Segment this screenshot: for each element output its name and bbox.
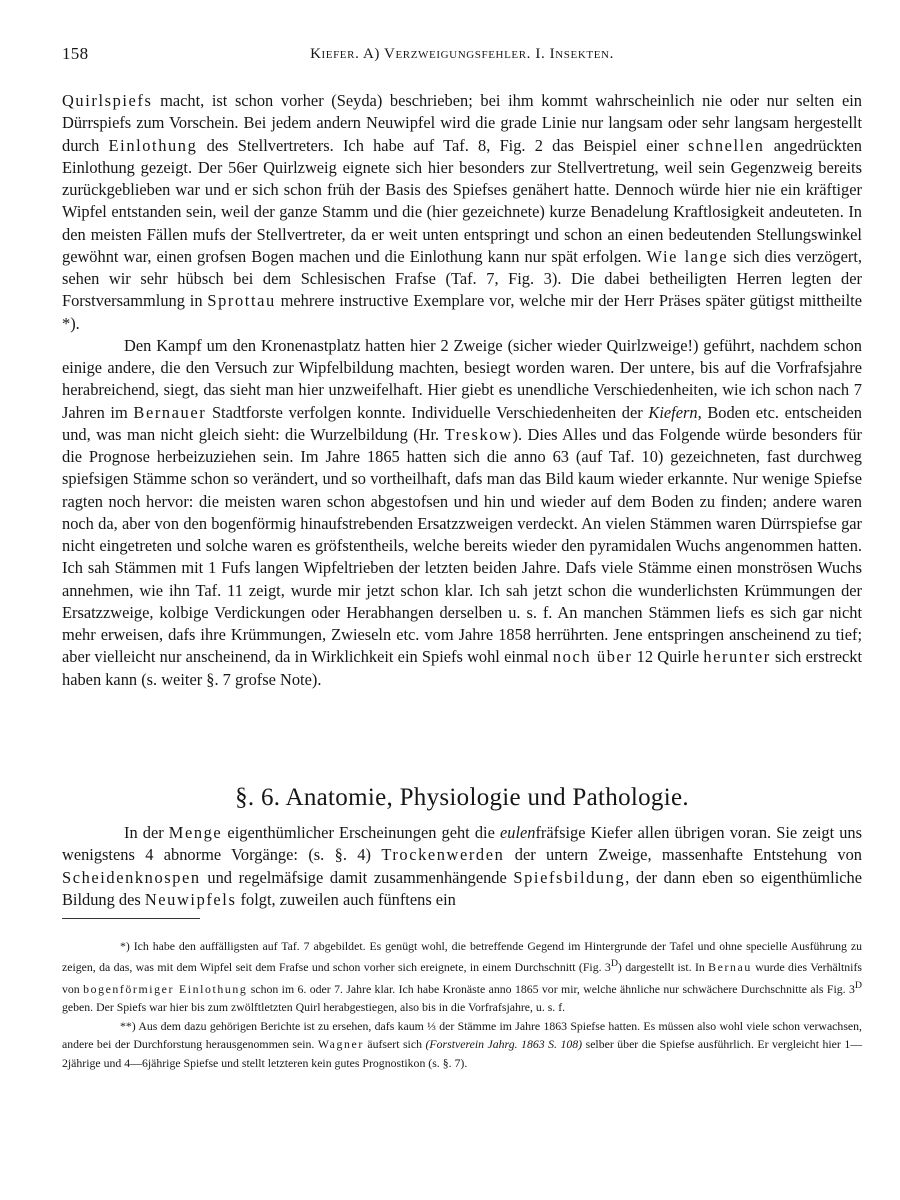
text-run: wurde dies Verhältnifs von — [62, 960, 862, 996]
page-number: 158 — [62, 44, 89, 63]
superscript: D — [610, 958, 618, 970]
text-run: ). Dies Alles und das Folgende würde besonders für die Prognose herbeizuziehen sein. Im Jahre 1865 hatten sich die anno 63 (auf Taf. 10) gezeichneten, fast durchweg spiefsigen Stämme schon so verändert, und so vortheilhaft, dafs man das Bild kaum wieder erkannte. Nur wenige Spiefse ragten noch hervor: die meisten waren schon abgestofsen und hin und wieder auf dem Boden zu finden; andere waren noch da, aber von den bogenförmig hinaufstrebenden Ersatzzweigen verdeckt. An vielen Stämmen waren Dürrspiefse gar nicht eingetreten und solche waren es gröfstentheils, welche bereits wieder den pyramidalen Wuchs angenommen hatten. Ich sah Stämmen mit 1 Fufs langen Wipfeltrieben der letzten beiden Jahre. Dafs viele Stämme einen monströsen Wuchs annehmen, wie ihn Taf. 11 zeigt, wurde mir jetzt schon klar. Ich sah jetzt schon die wunderlichsten Krümmungen der Ersatzzweige, kolbige Verdickungen oder Herabhangen derselben u. s. f. An manchen Stämmen liefs es sich gar nicht mehr erweisen, dafs ihre Krümmungen, Zwieseln etc. vom Jahre 1858 herrührten. Jene entspringen anscheinend zu tief; aber vielleicht nur anscheinend, da in Wirklichkeit ein Spiefs wohl einmal — [62, 424, 862, 667]
text-run: 12 Quirle — [632, 647, 704, 667]
footnote — [62, 937, 862, 1016]
footnotes — [62, 937, 862, 1072]
text-run: der untern Zweige, massenhafte Entstehung von — [504, 845, 862, 865]
text-run: und regelmäfsige damit zusammenhängende — [200, 867, 514, 887]
italic-term: eulen — [499, 823, 536, 842]
footnote-rule — [62, 918, 200, 919]
body-text — [62, 90, 862, 691]
text-run: geben. Der Spiefs war hier bis zum zwölftletzten Quirl herabgestiegen, also bis in die Vorfrafsjahre, u. s. f. — [62, 999, 566, 1014]
spaced-term: Wie lange — [646, 246, 729, 266]
paragraph — [62, 90, 862, 335]
text-run: macht, ist schon vorher (Seyda) beschrieben; bei ihm kommt wahrscheinlich nie oder nur selten ein Dürrspiefs zum Vorschein. Bei jedem andern Neuwipfel wird die grade Linie nur langsam oder sehr langsam hergestellt durch — [62, 91, 862, 155]
text-run: ) dargestellt ist. In — [617, 960, 709, 975]
paragraph — [62, 335, 862, 691]
text-run: **) Aus dem dazu gehörigen Berichte ist zu ersehen, dafs kaum — [120, 1019, 428, 1034]
superscript: D — [854, 979, 862, 991]
spaced-term: noch über — [552, 647, 633, 667]
spaced-term: Bernauer — [133, 402, 207, 422]
section-heading: §. 6. Anatomie, Physiologie und Pathologie. — [235, 784, 689, 811]
text-run: selber über die Spiefse ausführlich. Er vergleicht hier 1—2jährige und 4—6jährige Spiefse und stellt letzteren kein gutes Prognostikon (s. §. 7). — [62, 1037, 863, 1070]
text-run: eigenthümlicher Erscheinungen geht die — [222, 823, 500, 842]
text-run: schon im 6. oder 7. Jahre klar. Ich habe Kronäste anno 1865 vor mir, welche ähnliche nur schwächere Durchschnitte als Fig. 3 — [247, 981, 855, 996]
text-run: mehrere instructive Exemplare vor, welche mir der Herr Präses später gütigst mittheilte *). — [62, 291, 862, 333]
footnote — [62, 1017, 862, 1072]
text-run: *) Ich habe den auffälligsten auf Taf. 7 abgebildet. Es genügt wohl, die betreffende Gegend im Hintergrunde der Tafel und ohne specielle Ausführung zu zeigen, da das, was mit dem Wipfel seit dem Frafse und schon vorher sich ereignete, in einem Durchschnitt (Fig. 3 — [62, 939, 862, 975]
spaced-term: Neuwipfels — [144, 890, 237, 910]
spaced-term: Trockenwerden — [381, 845, 505, 865]
text-run: der Stämme im Jahre 1863 Spiefse hatten. Es müssen also wohl viele schon verwachsen, andere bei der Durchforstung herausgenommen sein. — [62, 1019, 862, 1052]
text-run: , der dann eben so eigenthümliche Bildung des — [62, 867, 862, 910]
italic-term: Kiefern — [648, 402, 698, 422]
spaced-term: Bernau — [708, 960, 752, 975]
spaced-term: schnellen — [688, 135, 765, 155]
running-head: Kiefer. A) Verzweigungsfehler. I. Insekten. — [310, 46, 614, 62]
text-run: sich dies verzögert, sehen wir sehr hübsch bei dem Schlesischen Frafse (Taf. 7, Fig. 3). Die dabei betheiligten Herren legten der Forstversammlung in — [62, 246, 863, 311]
paragraph — [62, 822, 862, 912]
italic-term: (Forstverein Jahrg. 1863 S. 108) — [425, 1037, 583, 1052]
spaced-term: Einlothung — [108, 135, 198, 155]
spaced-term: Quirlspiefs — [62, 91, 153, 110]
text-run: Stadtforste verfolgen konnte. Individuelle Verschiedenheiten der — [206, 402, 649, 422]
spaced-term: Scheidenknospen — [62, 867, 201, 887]
text-run: fräfsige Kiefer allen übrigen voran. Sie zeigt uns wenigstens 4 abnorme Vorgänge: (s. §. 4) — [62, 823, 862, 865]
spaced-term: Wagner — [317, 1037, 364, 1052]
text-run: des Stellvertreters. Ich habe auf Taf. 8, Fig. 2 das Beispiel einer — [197, 135, 689, 155]
fraction: ⅓ — [427, 1019, 436, 1034]
spaced-term: bogenförmiger Einlothung — [83, 981, 248, 996]
spaced-term: Spiefsbildung — [513, 867, 626, 887]
page-header — [62, 40, 862, 68]
text-run: äufsert sich — [363, 1037, 426, 1052]
text-run: sich erstreckt haben kann (s. weiter §. 7 grofse Note). — [62, 647, 862, 689]
section-text — [62, 822, 862, 912]
spaced-term: herunter — [703, 647, 771, 667]
text-run: angedrückten Einlothung gezeigt. Der 56er Quirlzweig eignete sich hier besonders zur Stellvertretung, weil sein Gegenzweig bereits zurückgeblieben war und er sich schon früh der Basis des Spiefses genähert hatte. Dennoch würde hier nie ein kräftiger Wipfel entstanden sein, weil der ganze Stamm und die (hier gezeichnete) kurze Benadelung Kraftlosigkeit andeuteten. In den meisten Fällen mufs der Stellvertreter, da er weit unten entspringt und schon an einen bedeutenden Stellungswinkel gewöhnt war, einen grofsen Bogen machen und die Einlothung kann nur spät erfolgen. — [62, 135, 862, 266]
spaced-term: Treskow — [444, 424, 513, 444]
text-run: Den Kampf um den Kronenastplatz hatten hier 2 Zweige (sicher wieder Quirlzweige!) geführt, nachdem schon einige andere, die den Versuch zur Wipfelbildung machten, besiegt worden waren. Der untere, bis auf die Vorfrafsjahre herabreichend, siegt, das sieht man hier unzweifelhaft. Hier giebt es unendliche Verschiedenheiten, wie ich schon nach 7 Jahren im — [62, 335, 862, 422]
spaced-term: Sprottau — [207, 291, 276, 311]
text-run: folgt, zuweilen auch fünftens ein — [236, 890, 456, 910]
text-run: In der — [124, 823, 169, 842]
spaced-term: Menge — [168, 823, 223, 842]
text-run: , Boden etc. entscheiden und, was man nicht gleich sieht: die Wurzelbildung (Hr. — [62, 402, 862, 444]
